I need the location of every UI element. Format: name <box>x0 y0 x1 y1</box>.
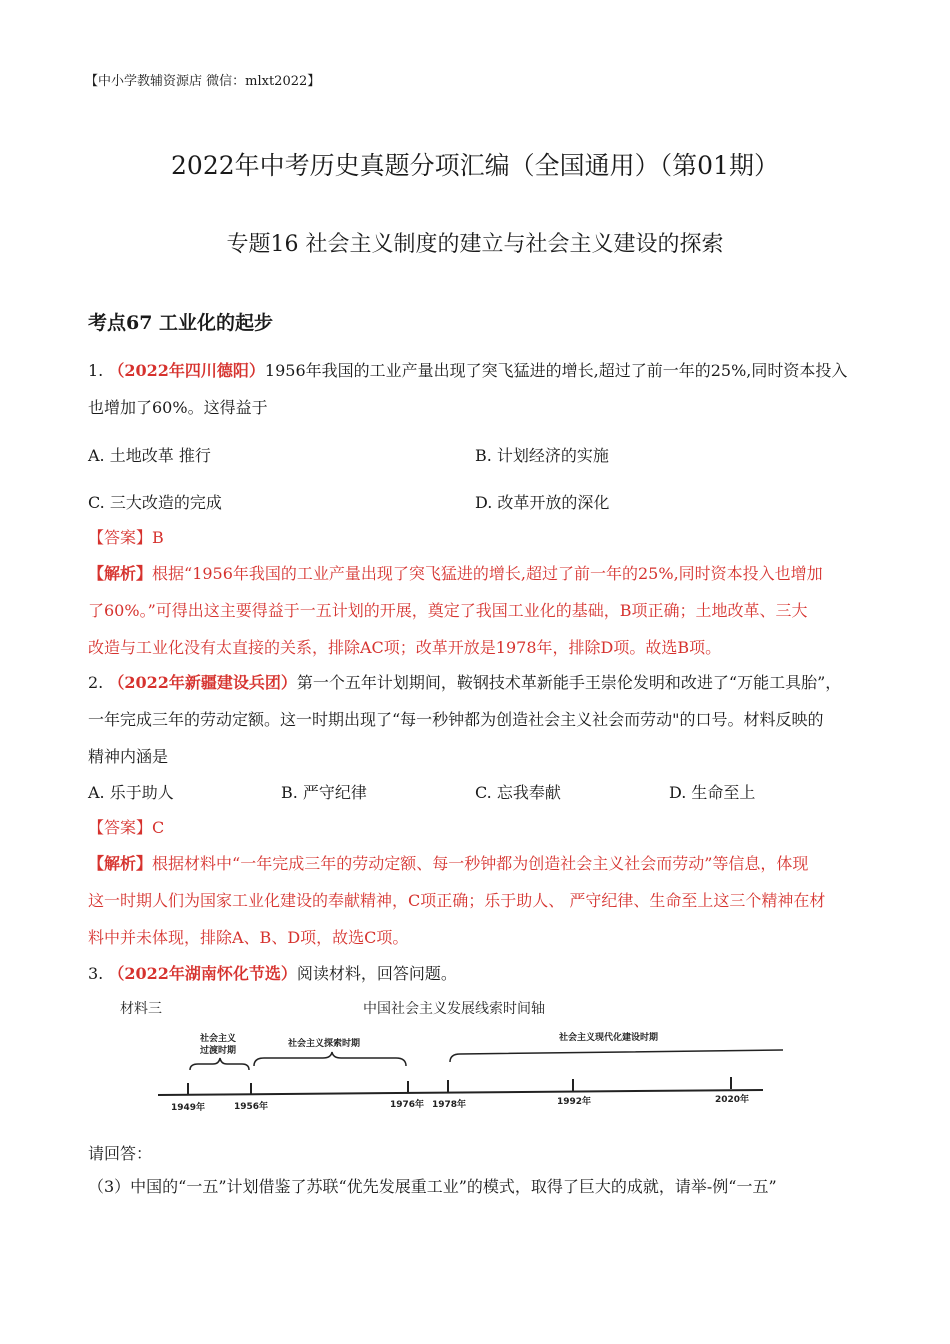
q1-answer: 【答案】B <box>88 528 164 547</box>
analysis-tag: 【解析】 <box>88 564 153 583</box>
q3-prompt: 请回答： <box>88 1144 153 1163</box>
material-label: 材料三 <box>120 1001 162 1017</box>
question-2-line-3: 精神内涵是 <box>88 747 169 766</box>
brace-exploration <box>254 1052 406 1066</box>
question-text: 第一个五年计划期间，鞍钢技术革新能手王崇伦发明和改进了“万能工具胎”， <box>296 673 842 692</box>
q1-option-a: A. 土地改革 推行 <box>88 446 211 465</box>
year-1949: 1949年 <box>171 1103 206 1113</box>
question-3-stem <box>88 955 863 992</box>
q1-analysis-line-1 <box>88 555 863 592</box>
timeline-figure <box>118 992 798 1122</box>
question-2-line-1 <box>88 664 863 701</box>
question-2-line-2: 一年完成三年的劳动定额。这一时期出现了“每一秒钟都为创造社会主义社会而劳动"的口号。材料反映的 <box>88 710 824 729</box>
question-2-stem <box>88 664 863 775</box>
q1-option-c: C. 三大改造的完成 <box>88 493 222 512</box>
q3-subquestion-3: （3）中国的“一五”计划借鉴了苏联“优先发展重工业”的模式，取得了巨大的成就，请举-例“一五” <box>88 1177 777 1196</box>
q1-option-d: D. 改革开放的深化 <box>475 493 610 512</box>
q2-option-a: A. 乐于助人 <box>88 783 174 802</box>
document-subtitle: 专题16 社会主义制度的建立与社会主义建设的探索 <box>226 232 724 257</box>
q2-analysis-line-3: 料中并未体现，排除A、B、D项，故选C项。 <box>88 928 409 947</box>
timeline-axis <box>158 1090 763 1095</box>
section-heading: 考点67 工业化的起步 <box>88 312 274 334</box>
analysis-tag: 【解析】 <box>88 854 153 873</box>
question-3-line-1 <box>88 955 863 992</box>
year-2020: 2020年 <box>715 1095 750 1105</box>
brace-transition <box>190 1058 249 1070</box>
header-note: 【中小学教辅资源店 微信：mlxt2022】 <box>85 74 321 89</box>
question-1-line-1 <box>88 352 863 389</box>
year-1956: 1956年 <box>234 1102 269 1112</box>
question-text: 阅读材料，回答问题。 <box>296 964 457 983</box>
year-1976: 1976年 <box>390 1100 425 1110</box>
question-text: 1956年我国的工业产量出现了突飞猛进的增长,超过了前一年的25%,同时资本投入 <box>264 361 848 380</box>
q1-analysis <box>88 555 863 666</box>
q1-analysis-line-2: 了60%。”可得出这主要得益于一五计划的开展，奠定了我国工业化的基础，B项正确；土地改革、三大 <box>88 601 808 620</box>
q2-option-b: B. 严守纪律 <box>281 783 367 802</box>
q2-option-d: D. 生命至上 <box>669 783 756 802</box>
question-number: 1. <box>88 361 109 380</box>
q1-option-b: B. 计划经济的实施 <box>475 446 609 465</box>
analysis-text: 根据材料中“一年完成三年的劳动定额、每一秒钟都为创造社会主义社会而劳动”等信息，体现 <box>152 854 809 873</box>
q1-analysis-line-3: 改造与工业化没有太直接的关系，排除AC项；改革开放是1978年，排除D项。故选B项。 <box>88 638 722 657</box>
analysis-text: 根据“1956年我国的工业产量出现了突飞猛进的增长,超过了前一年的25%,同时资本投入也增加 <box>152 564 823 583</box>
period-exploration: 社会主义探索时期 <box>288 1039 361 1049</box>
q2-analysis-line-1 <box>88 845 863 882</box>
question-1-stem <box>88 352 863 426</box>
question-source: （2022年四川德阳） <box>108 361 265 380</box>
year-1992: 1992年 <box>557 1097 592 1107</box>
question-number: 3. <box>88 964 109 983</box>
q2-option-c: C. 忘我奉献 <box>475 783 561 802</box>
question-source: （2022年湖南怀化节选） <box>108 964 297 983</box>
year-1978: 1978年 <box>432 1100 467 1110</box>
document-title: 2022年中考历史真题分项汇编（全国通用）（第01期） <box>171 151 779 180</box>
brace-modernization <box>450 1050 783 1062</box>
q2-analysis-line-2: 这一时期人们为国家工业化建设的奉献精神，C项正确；乐于助人、 严守纪律、生命至上这三个精神在材 <box>88 891 826 910</box>
period-transition: 社会主义 过渡时期 <box>200 1034 237 1056</box>
question-number: 2. <box>88 673 109 692</box>
question-1-line-2: 也增加了60%。这得益于 <box>88 398 268 417</box>
q2-answer: 【答案】C <box>88 818 165 837</box>
period-modernization: 社会主义现代化建设时期 <box>559 1033 659 1043</box>
q2-analysis <box>88 845 863 956</box>
question-source: （2022年新疆建设兵团） <box>108 673 297 692</box>
timeline-title: 中国社会主义发展线索时间轴 <box>363 1001 545 1017</box>
